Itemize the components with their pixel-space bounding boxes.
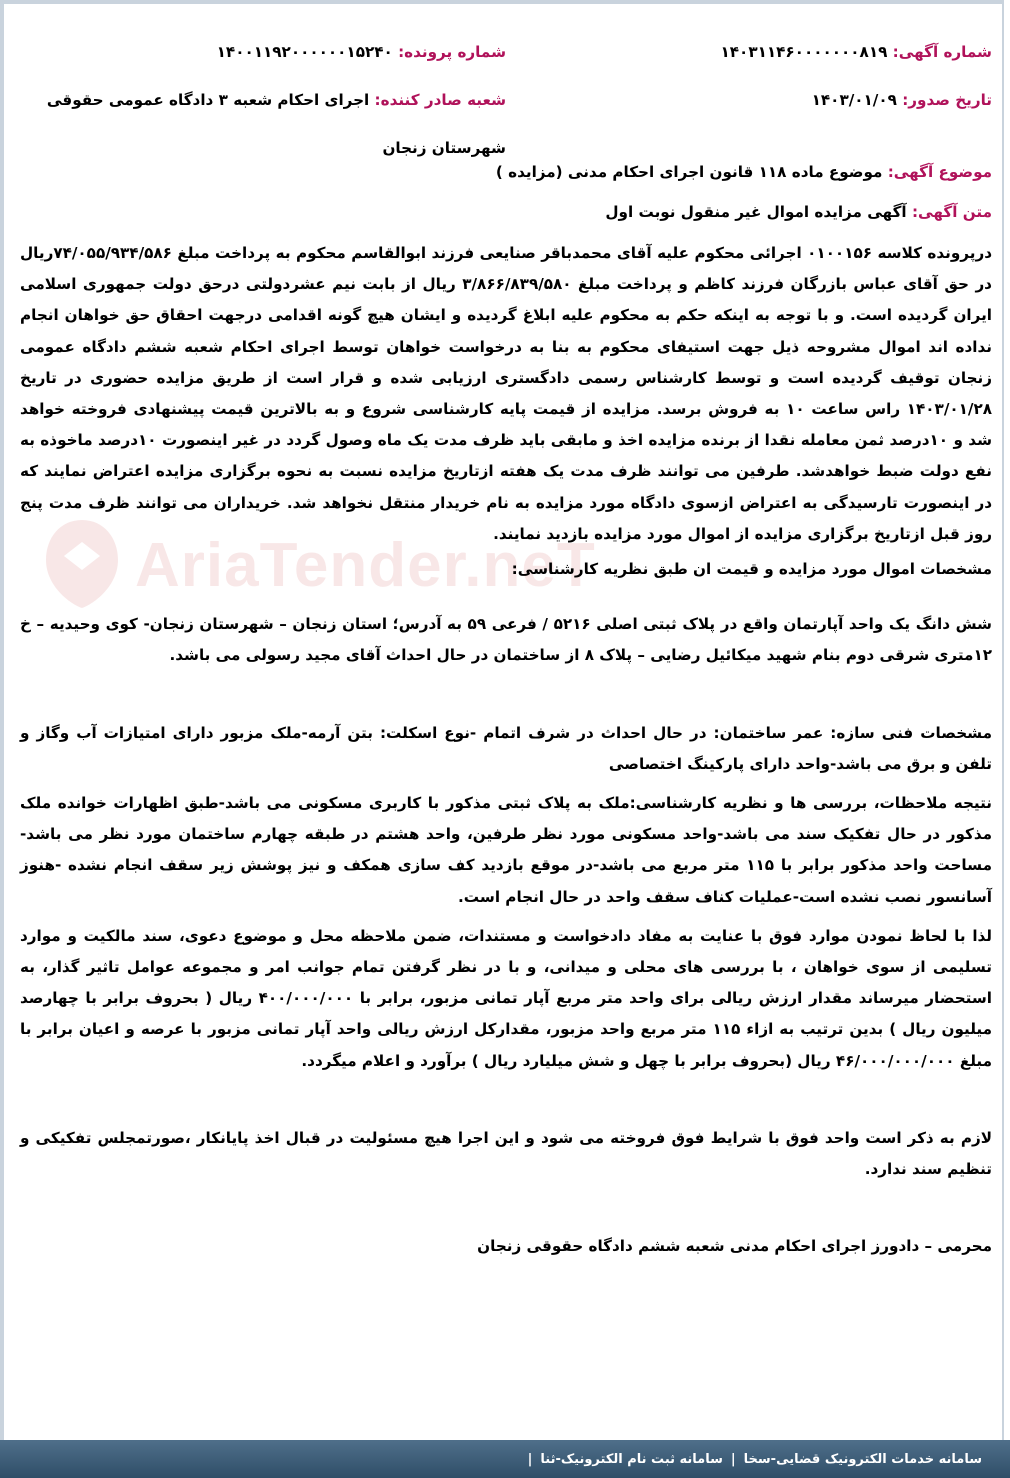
text-label: متن آگهی: (911, 203, 992, 221)
issuer-label: شعبه صادر کننده: (374, 91, 506, 109)
header-row-1 (20, 28, 992, 76)
signature: محرمی – دادورز اجرای احکام مدنی شعبه ششم دادگاه حقوقی زنجان (477, 1237, 992, 1256)
document (20, 28, 992, 1262)
header-row-2 (20, 76, 992, 157)
paragraph-property-address: شش دانگ یک واحد آپارتمان واقع در پلاک ثبتی اصلی ۵۲۱۶ / فرعی ۵۹ به آدرس؛ استان زنجان – شهرستان زنجان- کوی وحیدیه – خ ۱۲متری شرقی دوم بنام شهید میکائیل رضایی – پلاک ۸ از ساختمان در حال احداث آقای مجید رسولی می باشد. (20, 615, 992, 665)
issue-date-value: ۱۴۰۳/۰۱/۰۹ (811, 91, 897, 109)
watermark-text: AriaTender.neT (135, 531, 596, 600)
ad-number-value: ۱۴۰۳۱۱۴۶۰۰۰۰۰۰۰۸۱۹ (720, 43, 888, 61)
issue-date (506, 76, 992, 124)
subject-value: موضوع ماده ۱۱۸ قانون اجرای احکام مدنی (مزایده ) (495, 163, 883, 181)
issuer-value: اجرای احکام شعبه ۳ دادگاه عمومی حقوقی شهرستان زنجان (46, 91, 506, 157)
paragraph-case-details: درپرونده کلاسه ۰۱۰۰۱۵۶ اجرائی محکوم علیه آقای محمدباقر صنایعی فرزند ابوالقاسم محکوم به پرداخت مبلغ ۷۴/۰۵۵/۹۳۴/۵۸۶ریال در حق آقای عباس بازرگان فرزند کاظم و پرداخت مبلغ ۳/۸۶۶/۸۳۹/۵۸۰ ریال از بابت نیم عشردولتی درحق دولت جمهوری اسلامی ایران گردیده است. و با توجه به اینکه حکم به محکوم علیه ابلاغ گردیده و ایشان هیچ گونه اقدامی درجهت احقاق حق خواهان انجام نداده اند اموال مشروحه ذیل جهت استیفای محکوم به بنا به درخواست خواهان توسط اجرای احکام شعبه ششم دادگاه عمومی زنجان توقیف گردیده است و توسط کارشناس رسمی دادگستری ارزیابی شده و قرار است از طریق مزایده حضوری در تاریخ ۱۴۰۳/۰۱/۲۸ راس ساعت ۱۰ به فروش برسد. مزایده از قیمت پایه کارشناسی شروع و به بالاترین قیمت پیشنهادی فروخته خواهد شد و ۱۰درصد ثمن معامله نقدا از برنده مزایده اخذ و مابقی باید ظرف مدت یک ماه وصول گردد در غیر اینصورت ۱۰درصد ماخوذه به نفع دولت ضبط خواهدشد. طرفین می توانند ظرف مدت یک هفته ازتاریخ مزایده نسبت به نحوه برگزاری مزایده اعتراض نمایند که در اینصورت تارسیدگی به اعتراض ازسوی دادگاه مورد مزایده به نام خریدار منتقل نخواهد شد. خریداران می توانند ظرف مدت پنج روز قبل ازتاریخ برگزاری مزایده از اموال مورد مزایده بازدید نمایند. (20, 244, 993, 543)
footer-bar (0, 1440, 1010, 1478)
footer-separator-end: | (527, 1451, 533, 1467)
ad-number-label: شماره آگهی: (892, 43, 992, 61)
footer-link-sakha[interactable]: سامانه خدمات الکترونیک قضایی-سخا (743, 1451, 982, 1467)
paragraph-technical-specs: مشخصات فنی سازه: عمر ساختمان: در حال احداث در شرف اتمام -نوع اسکلت: بتن آرمه-ملک مزبور دارای امتیازات آب وگاز و تلفن و برق می باشد-واحد دارای پارکینگ اختصاصی (20, 723, 992, 773)
paragraph-disclaimer: لازم به ذکر است واحد فوق با شرایط فوق فروخته می شود و این اجرا هیچ مسئولیت در قبال اخذ پایانکار ،صورتمجلس تفکیکی و تنظیم سند ندارد. (20, 1128, 992, 1179)
footer-link-sana[interactable]: سامانه ثبت نام الکترونیک-ثنا (540, 1451, 723, 1467)
text-title-value: آگهی مزایده اموال غیر منقول نوبت اول (605, 203, 907, 221)
footer-separator: | (730, 1451, 736, 1467)
paragraph-property-heading: مشخصات اموال مورد مزایده و قیمت ان طبق نظریه کارشناسی: (511, 560, 992, 579)
case-number-label: شماره پرونده: (398, 43, 506, 61)
case-number-value: ۱۴۰۰۱۱۹۲۰۰۰۰۰۰۱۵۲۴۰ (216, 43, 393, 61)
issuer (20, 76, 506, 172)
issue-date-label: تاریخ صدور: (902, 91, 992, 109)
ad-number (506, 28, 992, 76)
case-number (20, 28, 506, 76)
paragraph-expert-opinion: نتیجه ملاحظات، بررسی ها و نظریه کارشناسی:ملک به پلاک ثبتی مذکور با کاربری مسکونی می باشد-طبق اظهارات خوانده ملک مذکور در حال تفکیک سند می باشد-واحد مسکونی مورد نظر طرفین، واحد هشتم در طبقه چهارم ساختمان مورد نظر می باشد-مساحت واحد مذکور برابر با ۱۱۵ متر مربع می باشد-در موقع بازدید کف سازی همکف و نیز پوشش زیر سقف انجام نشده -هنوز آسانسور نصب نشده است-عملیات کناف سقف واحد در حال انجام است. (20, 794, 992, 906)
subject-label: موضوع آگهی: (887, 163, 992, 181)
ad-text-title (20, 192, 992, 232)
paragraph-valuation: لذا با لحاظ نمودن موارد فوق با عنایت به مفاد دادخواست و مستندات، ضمن ملاحظه محل و موضوع دعوی، سند مالکیت و موارد تسلیمی از سوی خواهان ، با بررسی های محلی و میدانی، و با در نظر گرفتن تمام جوانب امر و مجموعه عوامل تاثیر گذار، به استحضار میرساند مقدار ارزش ریالی برای واحد متر مربع آپار تمانی مزبور، برابر با ۴۰۰/۰۰۰/۰۰۰ ریال ( بحروف برابر با چهارصد میلیون ریال ) بدین ترتیب به ازاء ۱۱۵ متر مربع واحد مزبور، مقدارکل ارزش ریالی واحد آپار تمانی مزبور با عرصه و اعیان برابر با مبلغ ۴۶/۰۰۰/۰۰۰/۰۰۰ ریال (بحروف برابر با چهل و شش میلیارد ریال ) برآورد و اعلام میگردد. (20, 926, 993, 1070)
